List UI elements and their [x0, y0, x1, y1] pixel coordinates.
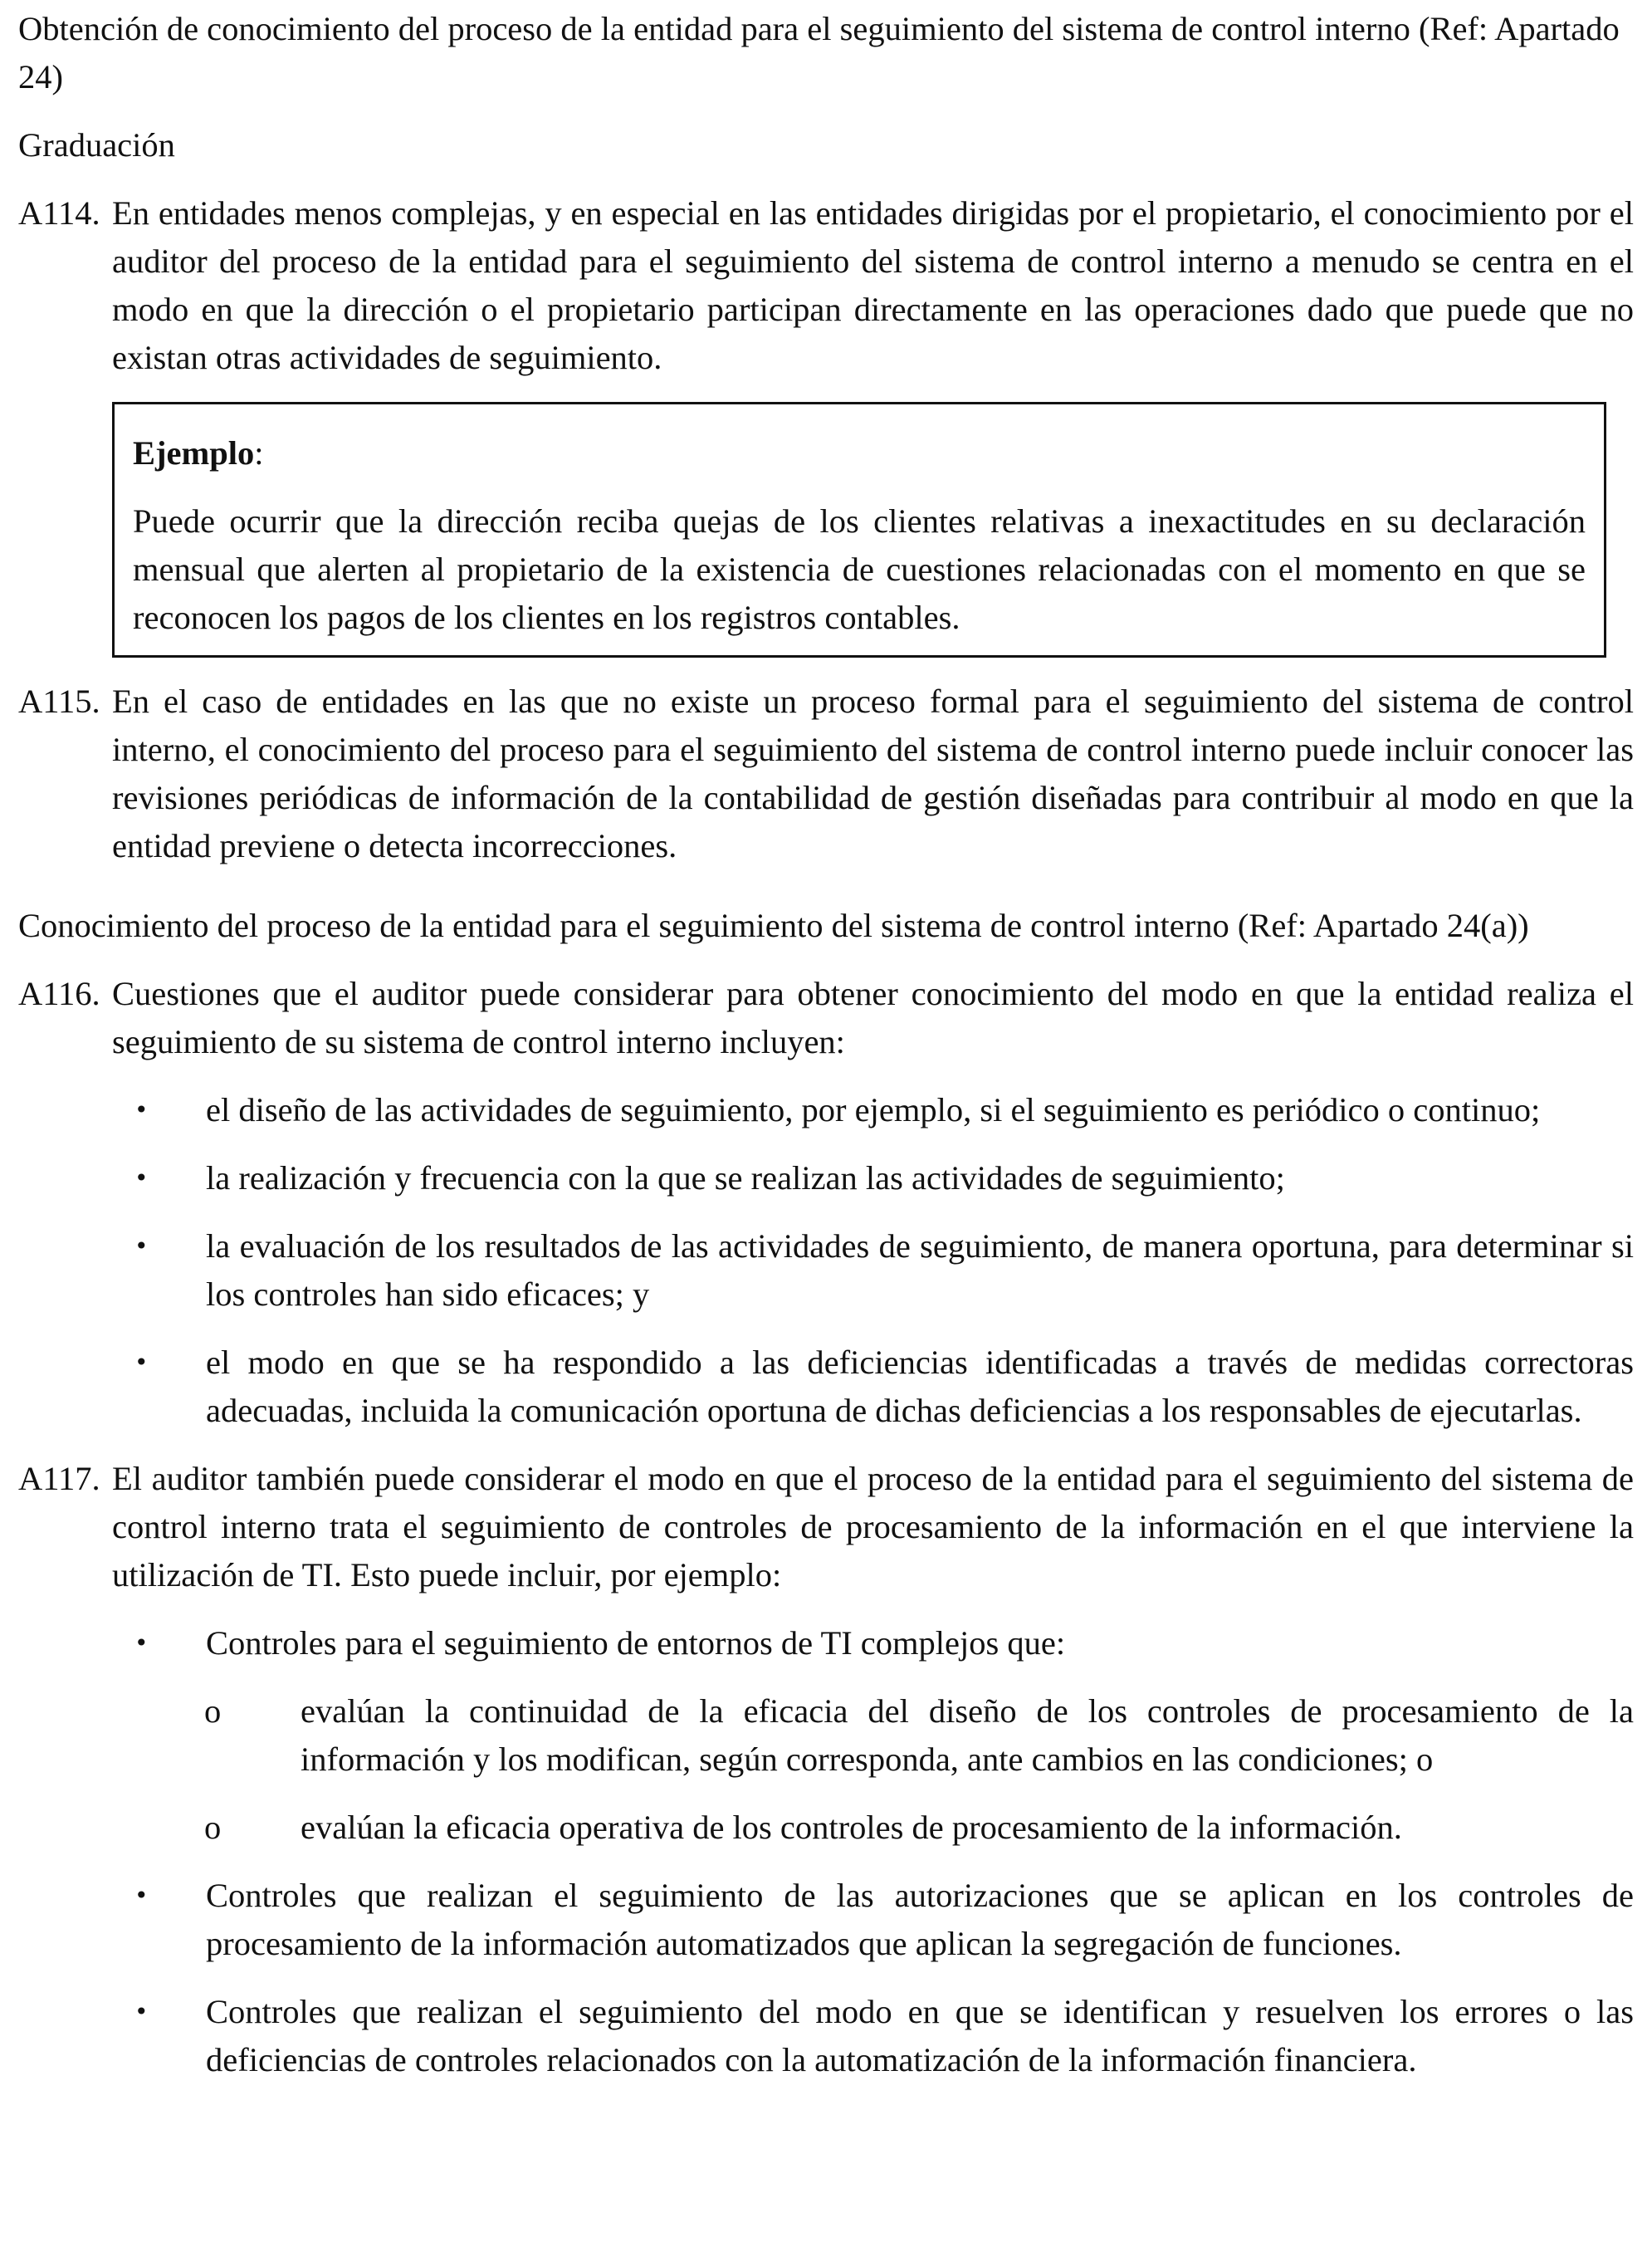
document-page — [18, 5, 1634, 2104]
list-item-text: la realización y frecuencia con la que se realizan las actividades de seguimiento; — [206, 1159, 1285, 1197]
list-item-text: la evaluación de los resultados de las actividades de seguimiento, de manera oportuna, para determinar si los controles han sido eficaces; y — [206, 1227, 1634, 1313]
paragraph-a114 — [18, 189, 1634, 382]
list-item-text: el modo en que se ha respondido a las deficiencias identificadas a través de medidas correctoras adecuadas, incluida la comunicación oportuna de dichas deficiencias a los responsables de ejecutarlas. — [206, 1344, 1634, 1429]
bullet-icon: • — [134, 1096, 149, 1124]
paragraph-text: El auditor también puede considerar el modo en que el proceso de la entidad para el seguimiento del sistema de control interno trata el seguimiento de controles de procesamiento de la información en el que interviene la utilización de TI. Esto puede incluir, por ejemplo: — [112, 1460, 1634, 1593]
sub-list-item — [18, 1687, 1634, 1784]
list-item — [18, 1339, 1634, 1435]
list-item-text: Controles que realizan el seguimiento del modo en que se identifican y resuelven los errores o las deficiencias de controles relacionados con la automatización de la información financiera. — [206, 1993, 1634, 2078]
paragraph-text: En entidades menos complejas, y en especial en las entidades dirigidas por el propietario, el conocimiento por el auditor del proceso de la entidad para el seguimiento del sistema de control interno a menudo se centra en el modo en que la dirección o el propietario participan directamente en las operaciones dado que puede que no existan otras actividades de seguimiento. — [112, 194, 1634, 376]
paragraph-a117 — [18, 1455, 1634, 1599]
circle-bullet-icon: o — [204, 1692, 222, 1730]
example-box — [112, 402, 1606, 658]
paragraph-number: A116. — [18, 975, 100, 1012]
sub-list-item-text: evalúan la eficacia operativa de los controles de procesamiento de la información. — [301, 1809, 1402, 1846]
subheading-scalability: Graduación — [18, 126, 175, 164]
bullet-icon: • — [134, 1998, 149, 2025]
paragraph-number: A114. — [18, 194, 100, 232]
paragraph-a115 — [18, 678, 1634, 870]
spacer — [18, 890, 1634, 902]
list-item — [18, 1619, 1634, 1667]
section-heading-obtaining-knowledge: Obtención de conocimiento del proceso de la entidad para el seguimiento del sistema de control interno (Ref: Apartado 24) — [18, 10, 1620, 95]
bullet-icon: • — [134, 1164, 149, 1192]
paragraph-text: En el caso de entidades en las que no existe un proceso formal para el seguimiento del sistema de control interno, el conocimiento del proceso para el seguimiento del sistema de control interno puede incluir conocer las revisiones periódicas de información de la contabilidad de gestión diseñadas para contribuir al modo en que la entidad previene o detecta incorrecciones. — [112, 683, 1634, 864]
example-text: Puede ocurrir que la dirección reciba quejas de los clientes relativas a inexactitudes en su declaración mensual que alerten al propietario de la existencia de cuestiones relacionadas con el momento en que se reconocen los pagos de los clientes en los registros contables. — [133, 502, 1586, 636]
list-item — [18, 1872, 1634, 1968]
list-item-text: el diseño de las actividades de seguimiento, por ejemplo, si el seguimiento es periódico o continuo; — [206, 1091, 1541, 1128]
example-heading — [133, 429, 1586, 477]
section-heading-understanding-process: Conocimiento del proceso de la entidad para el seguimiento del sistema de control interno (Ref: Apartado 24(a)) — [18, 907, 1529, 944]
paragraph-number: A117. — [18, 1460, 100, 1497]
sub-list-item — [18, 1804, 1634, 1852]
example-title-colon: : — [254, 434, 264, 472]
circle-bullet-icon: o — [204, 1809, 222, 1846]
list-item — [18, 1154, 1634, 1202]
paragraph-a116 — [18, 970, 1634, 1066]
bullet-icon: • — [134, 1629, 149, 1657]
list-item-text: Controles para el seguimiento de entornos de TI complejos que: — [206, 1624, 1066, 1662]
paragraph-number: A115. — [18, 683, 100, 720]
example-title: Ejemplo — [133, 434, 255, 472]
bullet-icon: • — [134, 1349, 149, 1376]
bullet-icon: • — [134, 1882, 149, 1909]
list-item — [18, 1086, 1634, 1134]
sub-list-item-text: evalúan la continuidad de la eficacia del diseño de los controles de procesamiento de la información y los modifican, según corresponda, ante cambios en las condiciones; o — [301, 1692, 1634, 1778]
bullet-icon: • — [134, 1232, 149, 1260]
list-item — [18, 1988, 1634, 2084]
list-item-text: Controles que realizan el seguimiento de las autorizaciones que se aplican en los controles de procesamiento de la información automatizados que aplican la segregación de funciones. — [206, 1877, 1634, 1962]
list-item — [18, 1222, 1634, 1319]
paragraph-text: Cuestiones que el auditor puede considerar para obtener conocimiento del modo en que la entidad realiza el seguimiento de su sistema de control interno incluyen: — [112, 975, 1634, 1060]
